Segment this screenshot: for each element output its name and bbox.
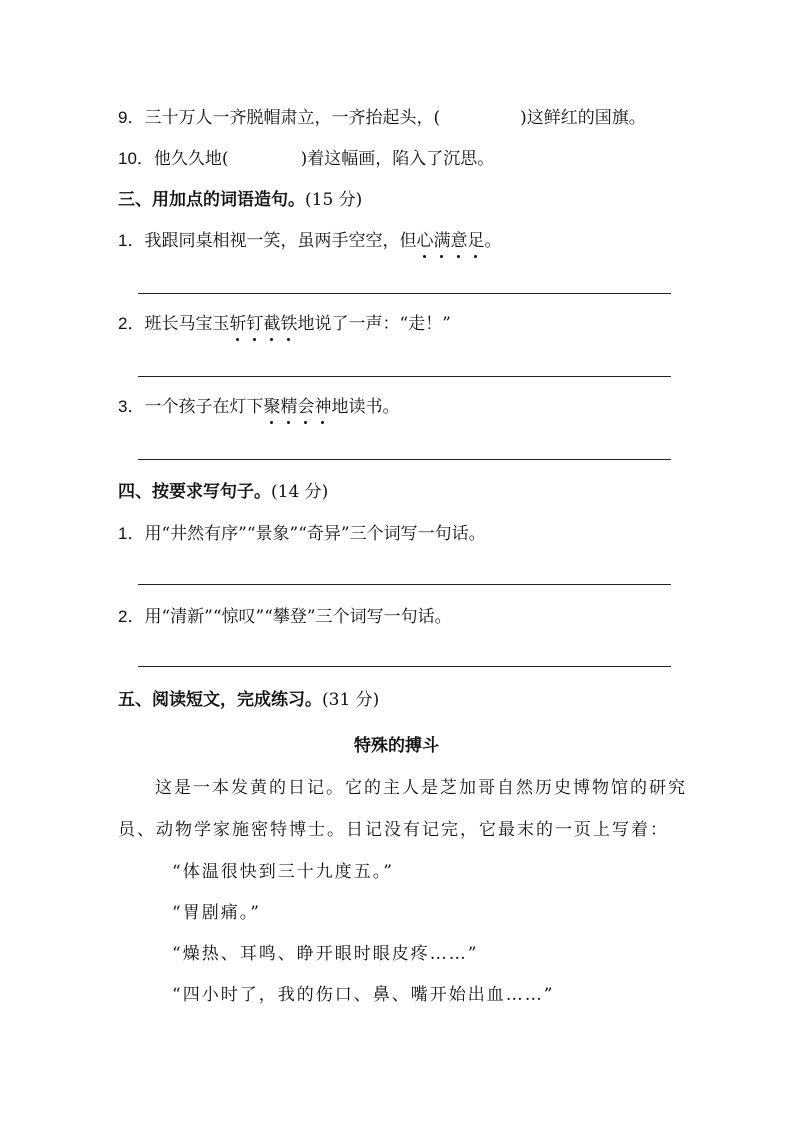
section-title: 三、用加点的词语造句。: [118, 190, 305, 210]
passage-paragraph-line-2: 员、动物学家施密特博士。日记没有记完，它最末的一页上写着：: [118, 820, 669, 840]
question-text-end: 地说了一声：“走！”: [297, 314, 451, 334]
dotted-char: 斩: [229, 314, 247, 334]
answer-line[interactable]: [138, 293, 671, 294]
dotted-char: 会: [297, 397, 315, 417]
question-text-end: )着这幅画，陷入了沉思。: [300, 149, 495, 169]
answer-line[interactable]: [138, 584, 671, 585]
section-points: (31 分): [322, 690, 380, 710]
section-4-question-1: [118, 523, 486, 545]
question-text: 用“井然有序”“景象”“奇异”三个词写一句话。: [144, 524, 486, 544]
question-text-end: 。: [484, 231, 502, 251]
question-text: 他久久地(: [153, 149, 229, 169]
section-3-question-1: [118, 230, 501, 252]
section-4-heading: [118, 481, 328, 503]
section-5-heading: [118, 689, 379, 711]
dotted-char: 神: [314, 397, 332, 417]
question-number: 2．: [118, 607, 145, 626]
dotted-char: 聚: [263, 397, 281, 417]
section-3-question-3: [118, 396, 399, 418]
dotted-char: 足: [467, 231, 485, 251]
question-text-end: 地读书。: [331, 397, 400, 417]
dotted-char: 铁: [280, 314, 298, 334]
answer-line[interactable]: [138, 459, 671, 460]
section-points: (15 分): [305, 190, 363, 210]
question-text: 班长马宝玉: [144, 314, 230, 334]
dotted-char: 心: [416, 231, 434, 251]
question-number: 2．: [118, 314, 145, 333]
section-points: (14 分): [271, 482, 329, 502]
dotted-char: 意: [450, 231, 468, 251]
dotted-char: 精: [280, 397, 298, 417]
question-number: 1．: [118, 524, 145, 543]
section-title: 五、阅读短文，完成练习。: [118, 690, 322, 710]
diary-quote-4: “四小时了，我的伤口、鼻、嘴开始出血……”: [172, 985, 555, 1005]
dotted-char: 钉: [246, 314, 264, 334]
diary-quote-2: “胃剧痛。”: [172, 903, 261, 923]
question-9: [118, 107, 646, 129]
question-10: [118, 148, 494, 170]
question-number: 3．: [118, 397, 145, 416]
section-3-heading: [118, 189, 362, 211]
question-text: 三十万人一齐脱帽肃立，一齐抬起头，(: [144, 108, 441, 128]
question-number: 9．: [118, 108, 145, 127]
answer-line[interactable]: [138, 666, 671, 667]
passage-title: 特殊的搏斗: [354, 736, 439, 756]
section-title: 四、按要求写句子。: [118, 482, 271, 502]
question-text: 一个孩子在灯下: [144, 397, 264, 417]
dotted-char: 满: [433, 231, 451, 251]
answer-line[interactable]: [138, 376, 671, 377]
diary-quote-3: “燥热、耳鸣、睁开眼时眼皮疼……”: [172, 944, 479, 964]
section-4-question-2: [118, 606, 452, 628]
question-text: 用“清新”“惊叹”“攀登”三个词写一句话。: [144, 607, 452, 627]
question-text: 我跟同桌相视一笑，虽两手空空，但: [144, 231, 417, 251]
dotted-char: 截: [263, 314, 281, 334]
question-text-end: )这鲜红的国旗。: [520, 108, 646, 128]
section-3-question-2: [118, 313, 451, 335]
passage-paragraph-line-1: 这是一本发黄的日记。它的主人是芝加哥自然历史博物馆的研究: [155, 778, 687, 798]
diary-quote-1: “体温很快到三十九度五。”: [172, 862, 394, 882]
question-number: 1．: [118, 231, 145, 250]
question-number: 10．: [118, 149, 154, 168]
